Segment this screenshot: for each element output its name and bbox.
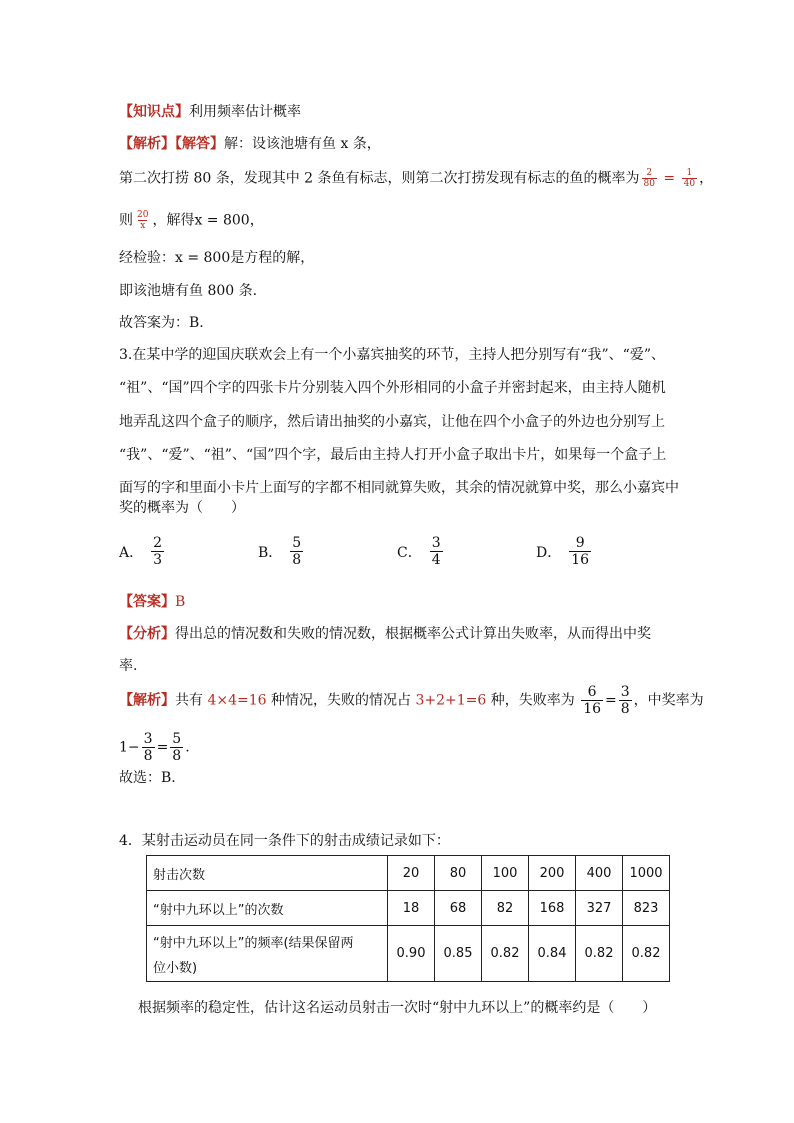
table-cell: 400 <box>576 856 623 891</box>
knowledge-tag: 【知识点】 <box>119 104 189 120</box>
q3-line-5: 面写的字和里面小卡片上面写的字都不相同就算失败，其余的情况就算中奖，那么小嘉宾中 <box>119 480 679 496</box>
answer-tag: 【答案】 <box>119 594 175 610</box>
fraction <box>170 731 183 764</box>
table-cell: 68 <box>435 891 482 926</box>
q3-line-2: “祖”、“国”四个字的四张卡片分别装入四个外形相同的小盒子并密封起来，由主持人随机 <box>119 380 666 396</box>
solution-expression: 3+2+1=6 <box>415 692 487 709</box>
q3-solution-line-1 <box>119 684 704 717</box>
fraction-denominator: x <box>140 221 146 231</box>
q3-answer-line <box>119 592 185 612</box>
fraction <box>682 168 697 189</box>
fraction-denominator: 3 <box>153 552 163 568</box>
table-cell: 0.85 <box>435 926 482 982</box>
solution-text: 种，失败率为 <box>486 692 575 709</box>
solution-line-3-prefix: 则 <box>119 212 133 229</box>
fraction <box>581 684 603 717</box>
table-cell: 20 <box>388 856 435 891</box>
period: . <box>185 739 190 756</box>
table-cell: 168 <box>529 891 576 926</box>
fraction <box>619 684 632 717</box>
row-label: 射击次数 <box>147 856 388 891</box>
solution-line-3-text: ，解得x = 800， <box>152 212 264 229</box>
table-cell: 0.90 <box>388 926 435 982</box>
fraction-denominator: 8 <box>143 748 153 764</box>
knowledge-point-line <box>119 102 301 122</box>
solution-line-2-text: 第二次打捞 80 条，发现其中 2 条鱼有标志，则第二次打捞发现有标志的鱼的概率为 <box>119 170 640 187</box>
equals-sign: = <box>156 739 169 756</box>
table-cell: 80 <box>435 856 482 891</box>
knowledge-text: 利用频率估计概率 <box>189 104 301 120</box>
comma: ， <box>699 170 714 187</box>
table-cell: 18 <box>388 891 435 926</box>
option-d <box>536 535 593 568</box>
q3-line-6: 奖的概率为（ ） <box>119 500 245 516</box>
fraction-denominator: 80 <box>643 179 655 189</box>
analysis-text: 得出总的情况数和失败的情况数，根据概率公式计算出失败率，从而得出中奖 <box>175 626 651 642</box>
solution-text: 共有 <box>175 692 208 709</box>
fraction-numerator: 3 <box>431 535 441 551</box>
fraction-denominator: 16 <box>571 552 590 568</box>
fraction-numerator: 5 <box>172 731 182 747</box>
fraction-numerator: 2 <box>646 168 653 178</box>
table-row <box>147 856 670 891</box>
table-cell: 327 <box>576 891 623 926</box>
solution-intro: 解：设该池塘有鱼 x 条， <box>224 136 381 152</box>
fraction-denominator: 8 <box>620 701 630 717</box>
table-cell: 0.84 <box>529 926 576 982</box>
option-a <box>119 535 166 568</box>
analysis-tag: 【分析】 <box>119 626 175 642</box>
table-cell: 82 <box>482 891 529 926</box>
fraction-numerator: 2 <box>153 535 163 551</box>
option-b <box>258 535 305 568</box>
fraction <box>142 731 155 764</box>
fraction-numerator: 3 <box>620 684 630 700</box>
option-label: C． <box>397 544 422 561</box>
q3-choice-line: 故选：B. <box>119 770 176 786</box>
solution-intro-line <box>119 134 381 154</box>
solution-line-3 <box>119 210 264 231</box>
q3-analysis-line-1 <box>119 624 651 644</box>
fraction-denominator: 8 <box>292 552 302 568</box>
solution-text: 种情况，失败的情况占 <box>266 692 416 709</box>
equals-sign: = <box>658 170 680 187</box>
row-label: “射中九环以上”的次数 <box>147 891 388 926</box>
option-fraction <box>430 535 443 568</box>
fraction <box>135 210 150 231</box>
answer-value: B <box>175 594 186 610</box>
table-row <box>147 891 670 926</box>
shooting-record-table <box>146 855 670 982</box>
row-label-line: 位小数) <box>153 960 198 976</box>
table-cell: 0.82 <box>482 926 529 982</box>
solution-tag: 【解析】 <box>119 692 175 709</box>
option-fraction <box>569 535 591 568</box>
q3-line-4: “我”、“爱”、“祖”、“国”四个字，最后由主持人打开小盒子取出卡片，如果每一个盒子上 <box>119 447 667 463</box>
solution-tag: 【解析】【解答】 <box>119 136 224 152</box>
fraction-numerator: 3 <box>143 731 153 747</box>
option-fraction <box>151 535 164 568</box>
table-cell: 200 <box>529 856 576 891</box>
fraction-numerator: 9 <box>575 535 585 551</box>
q3-analysis-line-2: 率. <box>119 658 138 674</box>
table-row <box>147 926 670 982</box>
q3-line-1: 3.在某中学的迎国庆联欢会上有一个小嘉宾抽奖的环节，主持人把分别写有“我”、“爱”、 <box>119 347 665 363</box>
option-fraction <box>290 535 303 568</box>
row-label-line: “射中九环以上”的频率(结果保留两 <box>153 935 354 951</box>
row-label <box>147 926 388 982</box>
option-label: A． <box>119 544 144 561</box>
table-cell: 0.82 <box>623 926 670 982</box>
fraction-denominator: 16 <box>583 701 602 717</box>
q4-question: 根据频率的稳定性，估计这名运动员射击一次时“射中九环以上”的概率约是（ ） <box>138 1000 657 1016</box>
answer-line: 故答案为：B. <box>119 315 204 331</box>
q3-line-3: 地弄乱这四个盒子的顺序，然后请出抽奖的小嘉宾，让他在四个小盒子的外边也分别写上 <box>119 414 665 430</box>
fraction-denominator: 4 <box>431 552 441 568</box>
table-cell: 100 <box>482 856 529 891</box>
q4-title: 4．某射击运动员在同一条件下的射击成绩记录如下： <box>119 833 450 849</box>
equals-sign: = <box>605 692 617 709</box>
conclusion-line: 即该池塘有鱼 800 条. <box>119 283 258 299</box>
solution-text: ，中奖率为 <box>633 692 704 709</box>
fraction-denominator: 8 <box>172 748 182 764</box>
table-cell: 0.82 <box>576 926 623 982</box>
table-cell: 1000 <box>623 856 670 891</box>
q3-solution-line-2 <box>119 731 190 764</box>
fraction-numerator: 6 <box>587 684 597 700</box>
option-label: D． <box>536 544 562 561</box>
fraction-numerator: 1 <box>686 168 693 178</box>
fraction-numerator: 5 <box>292 535 302 551</box>
table-cell: 823 <box>623 891 670 926</box>
fraction-numerator: 20 <box>137 210 149 220</box>
solution-expression: 1− <box>119 739 140 756</box>
solution-expression: 4×4=16 <box>207 692 267 709</box>
check-line: 经检验：x = 800是方程的解， <box>119 250 315 266</box>
fraction <box>642 168 657 189</box>
fraction-denominator: 40 <box>683 179 696 189</box>
option-label: B． <box>258 544 283 561</box>
solution-line-2 <box>119 168 713 189</box>
option-c <box>397 535 445 568</box>
